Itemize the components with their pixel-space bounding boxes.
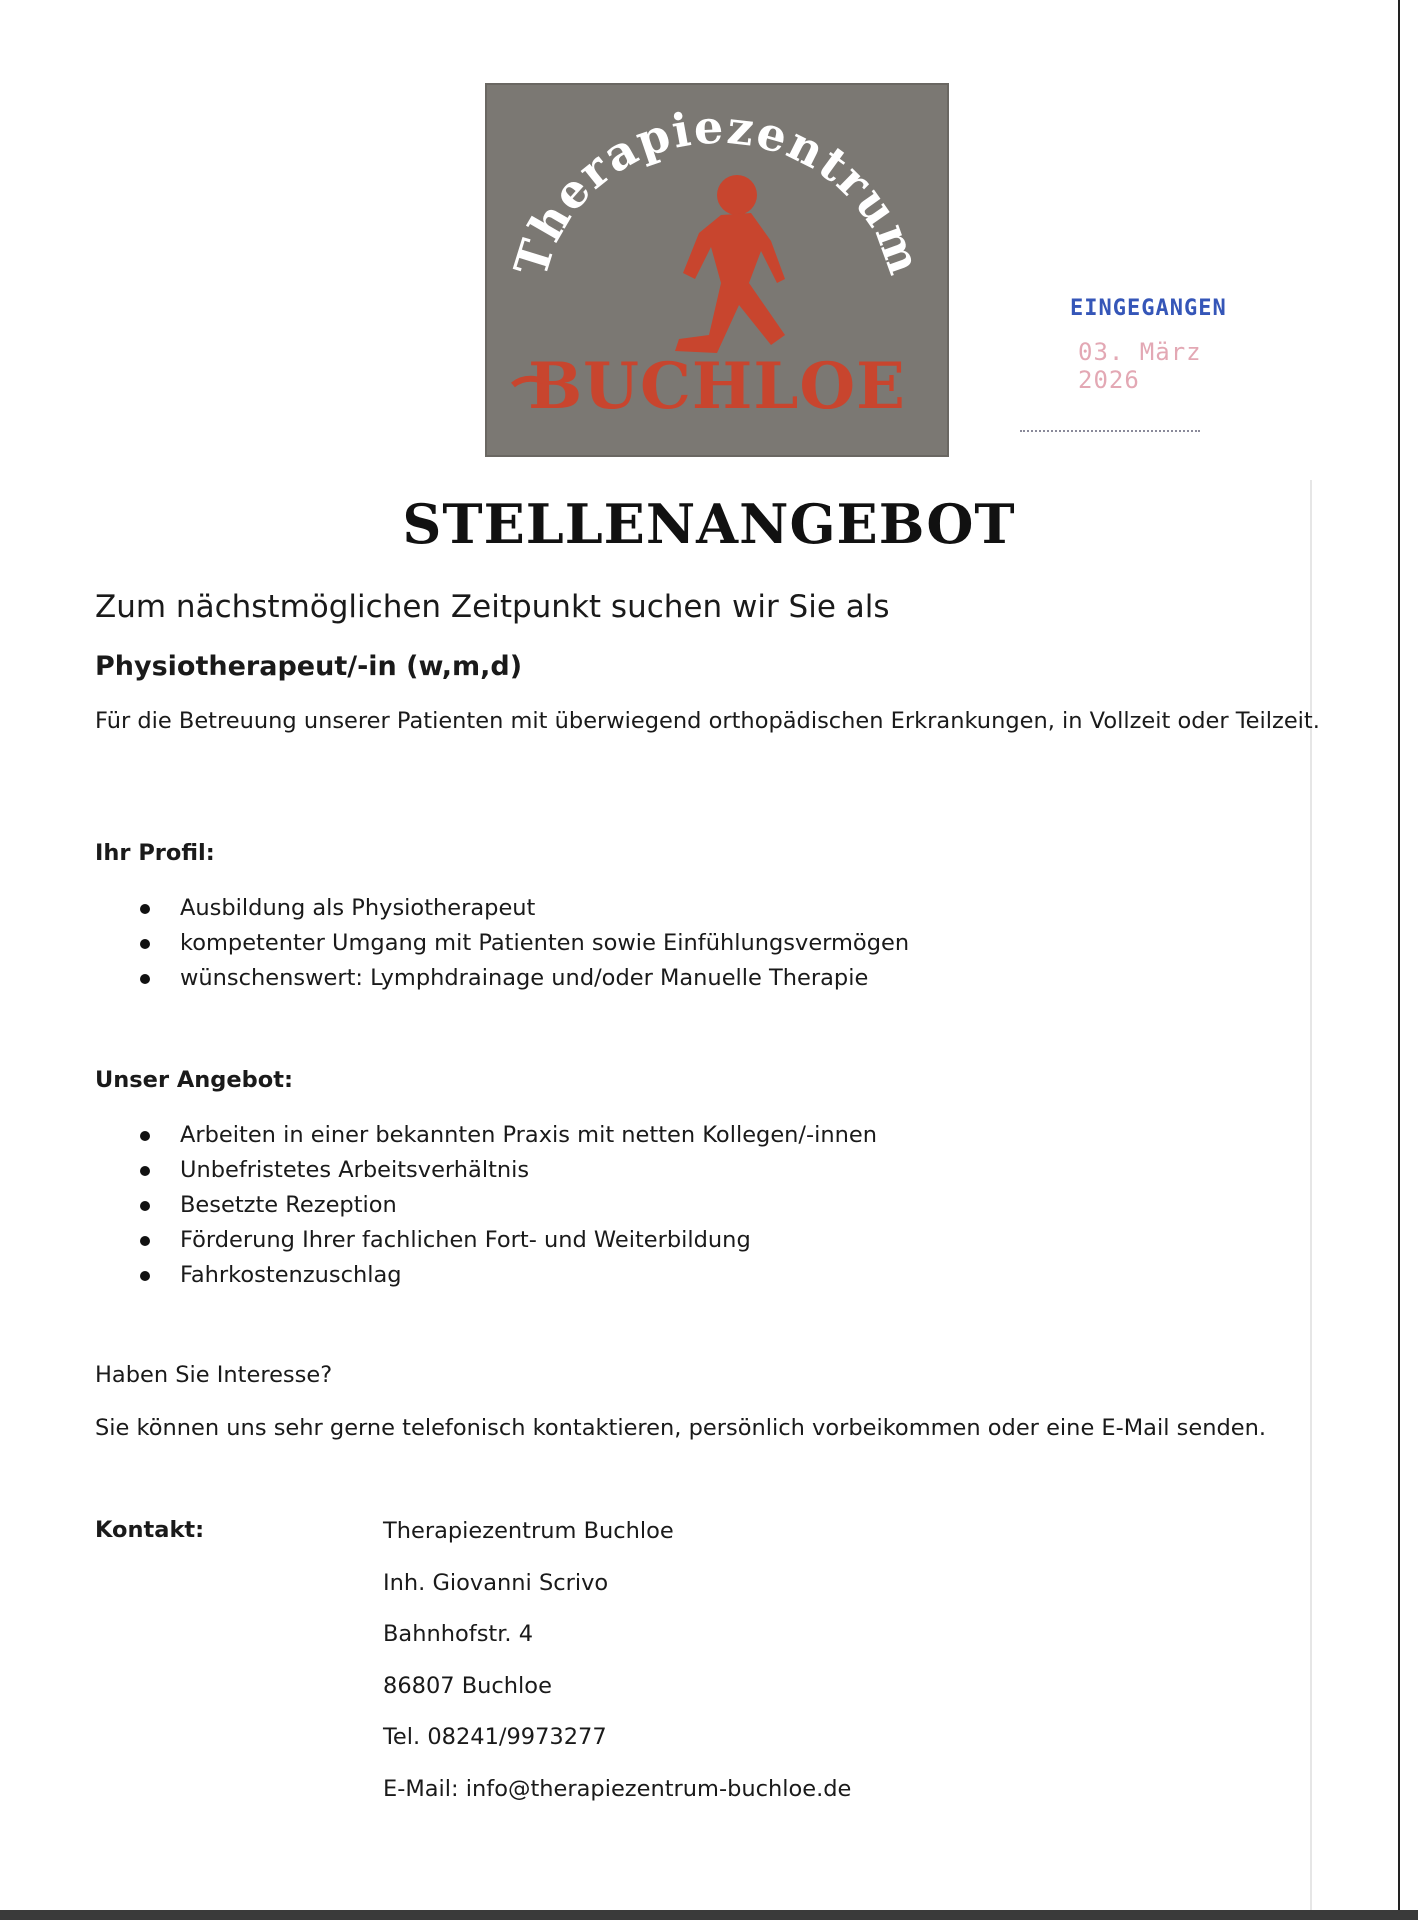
contact-company: Therapiezentrum Buchloe: [383, 1518, 674, 1544]
scan-artifact-line: [1310, 480, 1312, 1920]
intro-text: Zum nächstmöglichen Zeitpunkt suchen wir Sie als: [95, 589, 890, 625]
list-item: kompetenter Umgang mit Patienten sowie Einfühlungsvermögen: [95, 926, 909, 961]
list-item: Fahrkostenzuschlag: [95, 1258, 877, 1293]
contact-phone: Tel. 08241/9973277: [383, 1724, 607, 1750]
job-description: Für die Betreuung unserer Patienten mit überwiegend orthopädischen Erkrankungen, in Vollzeit oder Teilzeit.: [95, 708, 1320, 734]
profile-heading: Ihr Profil:: [95, 840, 215, 866]
logo-arc-text: Therapiezentrum: [503, 99, 933, 283]
list-item: Arbeiten in einer bekannten Praxis mit netten Kollegen/-innen: [95, 1118, 877, 1153]
bullet-icon: [140, 1131, 150, 1141]
bullet-icon: [140, 1236, 150, 1246]
contact-label: Kontakt:: [95, 1517, 205, 1543]
list-item: Besetzte Rezeption: [95, 1188, 877, 1223]
stamp-date: 03. März 2026: [1078, 338, 1202, 394]
list-item: Förderung Ihrer fachlichen Fort- und Weiterbildung: [95, 1223, 877, 1258]
logo-graphic: [485, 83, 949, 457]
bullet-icon: [140, 1271, 150, 1281]
list-item: wünschenswert: Lymphdrainage und/oder Manuelle Therapie: [95, 961, 909, 996]
bullet-icon: [140, 1166, 150, 1176]
company-logo: [485, 83, 949, 457]
contact-owner: Inh. Giovanni Scrivo: [383, 1569, 609, 1596]
interest-text: Sie können uns sehr gerne telefonisch kontaktieren, persönlich vorbeikommen oder eine E-Mail senden.: [95, 1415, 1266, 1441]
list-item: Unbefristetes Arbeitsverhältnis: [95, 1153, 877, 1188]
bullet-icon: [140, 1201, 150, 1211]
contact-street: Bahnhofstr. 4: [383, 1621, 534, 1647]
list-item: Ausbildung als Physiotherapeut: [95, 891, 909, 926]
interest-question: Haben Sie Interesse?: [95, 1362, 333, 1388]
scan-bottom-edge: [0, 1910, 1418, 1920]
scan-right-edge: [1398, 0, 1418, 1920]
stamp-label: EINGEGANGEN: [1070, 296, 1227, 321]
profile-list: [95, 891, 909, 996]
bullet-icon: [140, 939, 150, 949]
contact-city: 86807 Buchloe: [383, 1672, 552, 1699]
runner-icon: [675, 175, 785, 353]
stamp-underline: [1020, 430, 1200, 434]
position-title: Physiotherapeut/-in (w,m,d): [95, 651, 523, 682]
offer-list: [95, 1118, 877, 1293]
bullet-icon: [140, 974, 150, 984]
contact-block: [383, 1517, 851, 1826]
bullet-icon: [140, 904, 150, 914]
logo-city-text: BUCHLOE: [528, 349, 906, 424]
offer-heading: Unser Angebot:: [95, 1067, 293, 1093]
contact-email: E-Mail: info@therapiezentrum-buchloe.de: [383, 1775, 852, 1802]
page-title: STELLENANGEBOT: [402, 492, 1016, 556]
received-stamp: [1060, 290, 1260, 440]
